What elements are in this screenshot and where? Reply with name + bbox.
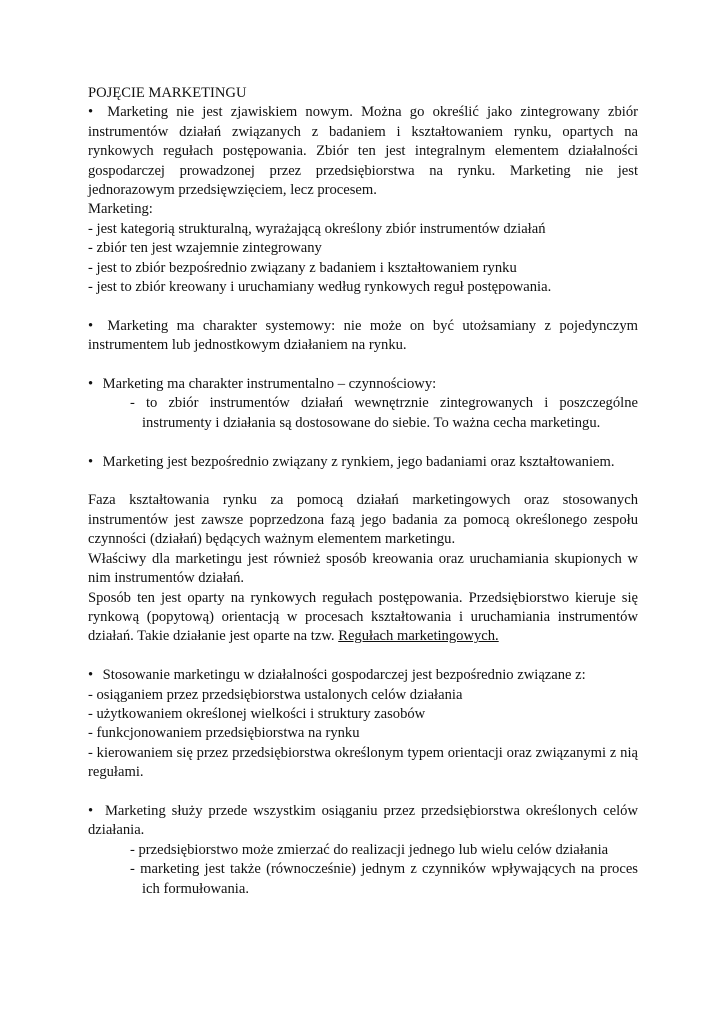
- bullet-icon: •: [88, 376, 94, 393]
- bullet-icon: •: [88, 453, 94, 470]
- list-item: - jest to zbiór bezpośrednio związany z badaniem i kształtowaniem rynku: [88, 259, 517, 276]
- sub-list-item: - przedsiębiorstwo może zmierzać do realizacji jednego lub wielu celów działania: [130, 841, 609, 858]
- bullet-icon: •: [88, 667, 94, 684]
- marketing-label: Marketing:: [88, 201, 153, 218]
- sub-list-item: - to zbiór instrumentów działań wewnętrznie zintegrowanych i poszczególne instrumenty i działania są dostosowane do siebie. To ważna cecha marketingu.: [130, 395, 638, 431]
- paragraph-creation: Właściwy dla marketingu jest również sposób kreowania oraz uruchamiania skupionych w nim instrumentów działań.: [88, 550, 638, 587]
- paragraph-instrumental: • Marketing ma charakter instrumentalno – czynnościowy:: [88, 375, 638, 394]
- paragraph-market-link: • Marketing jest bezpośrednio związany z rynkiem, jego badaniami oraz kształtowaniem.: [88, 453, 638, 472]
- list-item: - jest to zbiór kreowany i uruchamiany według rynkowych reguł postępowania.: [88, 279, 552, 296]
- list-item: - użytkowaniem określonej wielkości i struktury zasobów: [88, 705, 426, 722]
- paragraph-systemic: • Marketing ma charakter systemowy: nie może on być utożsamiany z pojedynczym instrumentem lub jednostkowym działaniem na rynku.: [88, 317, 638, 354]
- list-item: - funkcjonowaniem przedsiębiorstwa na rynku: [88, 725, 360, 742]
- paragraph-goals: • Marketing służy przede wszystkim osiąganiu przez przedsiębiorstwa określonych celów działania.: [88, 802, 638, 839]
- list-item: - kierowaniem się przez przedsiębiorstwa określonym typem orientacji oraz związanymi z nią regułami.: [88, 744, 638, 781]
- bullet-icon: •: [88, 104, 94, 121]
- bullet-icon: •: [88, 317, 94, 334]
- list-item: - jest kategorią strukturalną, wyrażającą określony zbiór instrumentów działań: [88, 220, 546, 237]
- marketing-rules-link[interactable]: Regułach marketingowych.: [338, 628, 499, 645]
- bullet-icon: •: [88, 802, 94, 819]
- list-item: - zbiór ten jest wzajemnie zintegrowany: [88, 240, 322, 257]
- paragraph-market-rules: Sposób ten jest oparty na rynkowych regułach postępowania. Przedsiębiorstwo kieruje się rynkową (popytową) orientacją w procesach kształtowania i uruchamiania instrumentów działań. Takie działanie jest oparte na tzw. Regułach marketingowych.: [88, 589, 638, 645]
- paragraph-marketing-definition: • Marketing nie jest zjawiskiem nowym. Można go określić jako zintegrowany zbiór instrumentów działań związanych z badaniem i kształtowaniem rynku, opartych na rynkowych regułach postępowania. Zbiór ten jest integralnym elementem działalności gospodarczej prowadzonej przez przedsiębiorstwa na rynku. Marketing nie jest jednorazowym przedsięwzięciem, lecz procesem.: [88, 104, 638, 199]
- page-title: POJĘCIE MARKETINGU: [88, 85, 247, 101]
- paragraph-market-shaping: Faza kształtowania rynku za pomocą działań marketingowych oraz stosowanych instrumentów jest zawsze poprzedzona fazą jego badania za pomocą określonego zespołu czynności (działań) będących ważnym elementem marketingu.: [88, 492, 638, 548]
- list-item: - osiąganiem przez przedsiębiorstwa ustalonych celów działania: [88, 686, 463, 703]
- document-body: [88, 84, 638, 899]
- sub-list-item: - marketing jest także (równocześnie) jednym z czynników wpływających na proces ich formułowania.: [130, 861, 638, 897]
- paragraph-application: • Stosowanie marketingu w działalności gospodarczej jest bezpośrednio związane z:: [88, 666, 638, 685]
